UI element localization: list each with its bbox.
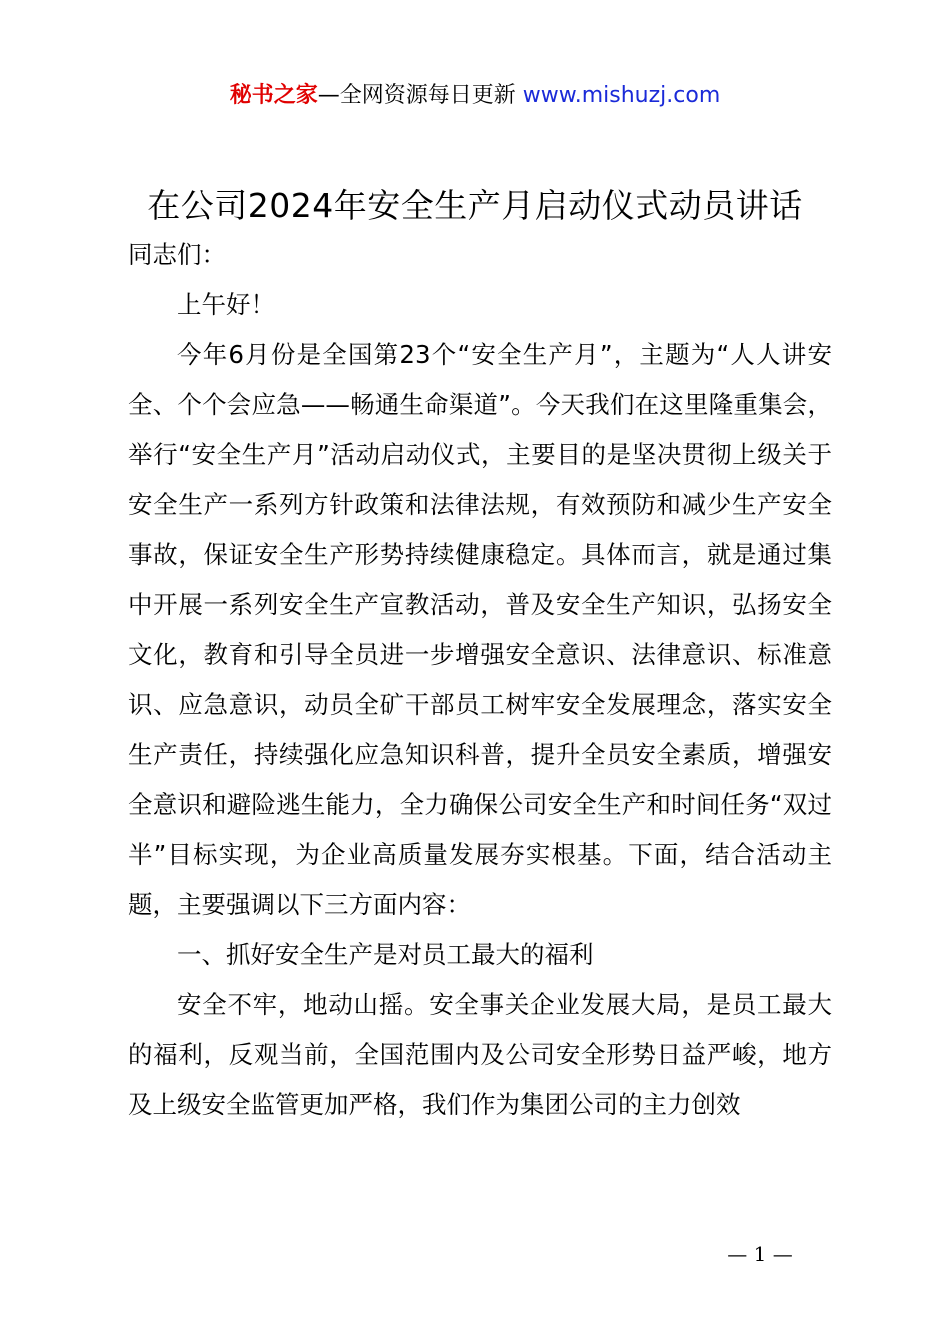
salutation: 同志们： — [128, 240, 226, 269]
paragraph-greeting: 上午好！ — [177, 290, 275, 319]
page-number: — 1 — — [727, 1242, 793, 1266]
site-header — [0, 80, 950, 112]
document-body — [128, 230, 832, 1130]
paragraph-section-1: 安全不牢，地动山摇。安全事关企业发展大局，是员工最大的福利，反观当前，全国范围内及公司安全形势日益严峻，地方及上级安全监管更加严格，我们作为集团公司的主力创效 — [128, 990, 832, 1119]
site-slogan: —全网资源每日更新 — [317, 83, 516, 108]
document-title: 在公司2024年安全生产月启动仪式动员讲话 — [147, 186, 803, 225]
section-heading-1: 一、抓好安全生产是对员工最大的福利 — [177, 940, 594, 969]
site-url-link[interactable]: www.mishuzj.com — [522, 83, 721, 108]
site-brand: 秘书之家 — [229, 83, 318, 108]
paragraph-intro: 今年6月份是全国第23个“安全生产月”，主题为“人人讲安全、个个会应急——畅通生命渠道”。今天我们在这里隆重集会，举行“安全生产月”活动启动仪式，主要目的是坚决贯彻上级关于安全生产一系列方针政策和法律法规，有效预防和减少生产安全事故，保证安全生产形势持续健康稳定。具体而言，就是通过集中开展一系列安全生产宣教活动，普及安全生产知识，弘扬安全文化，教育和引导全员进一步增强安全意识、法律意识、标准意识、应急意识，动员全矿干部员工树牢安全发展理念，落实安全生产责任，持续强化应急知识科普，提升全员安全素质，增强安全意识和避险逃生能力，全力确保公司安全生产和时间任务“双过半”目标实现，为企业高质量发展夯实根基。下面，结合活动主题，主要强调以下三方面内容： — [128, 340, 832, 919]
